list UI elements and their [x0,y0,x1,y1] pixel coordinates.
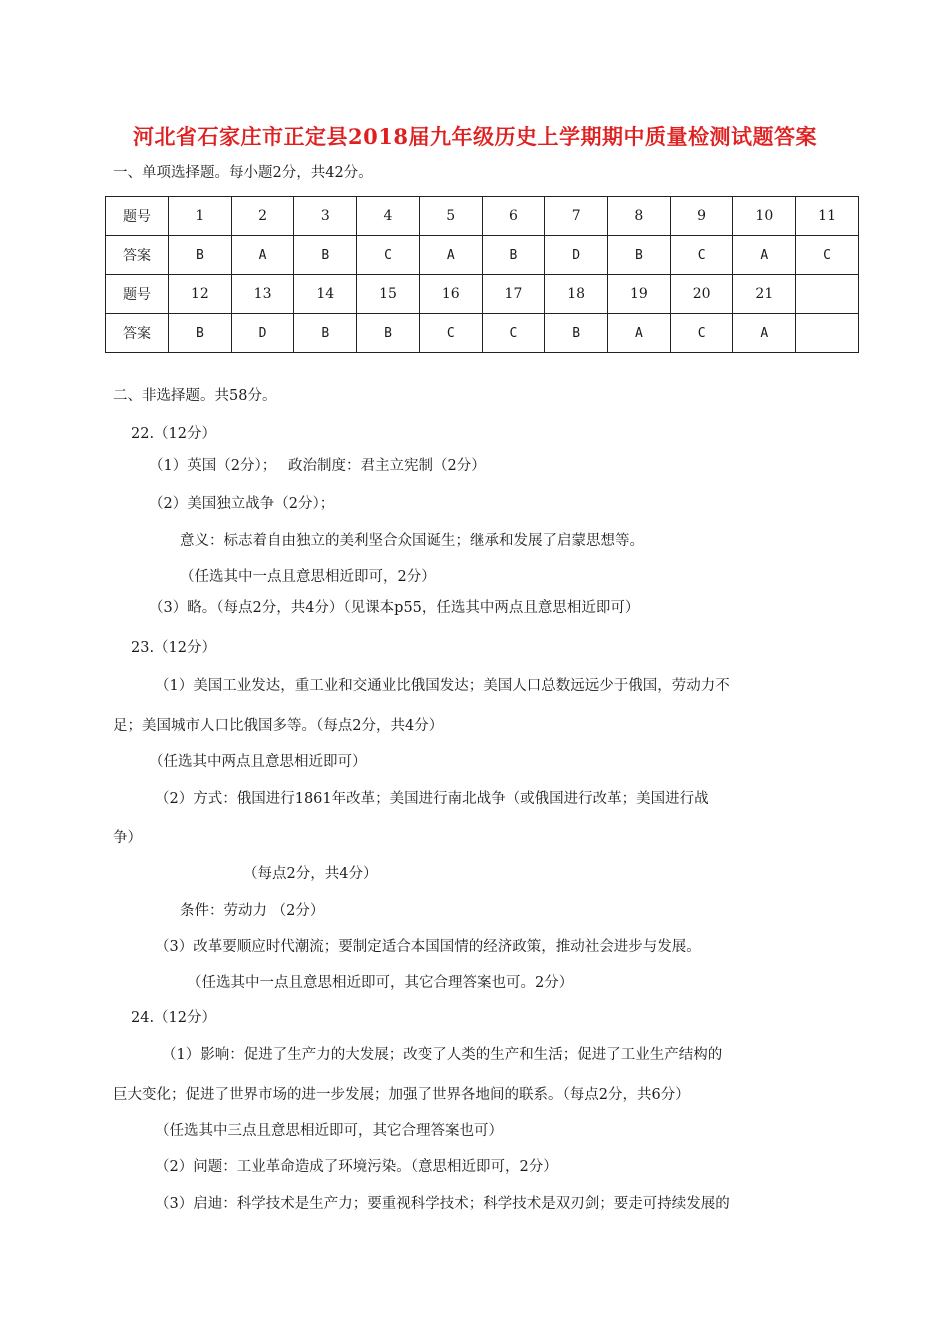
table-cell: B [169,236,232,275]
table-cell: A [419,236,482,275]
answer-line: （1）影响：促进了生产力的大发展；改变了人类的生产和生活；促进了工业生产结构的 [162,1047,723,1063]
table-cell: 4 [357,197,420,236]
table-cell: B [294,236,357,275]
table-cell: 10 [733,197,796,236]
table-cell: 5 [419,197,482,236]
table-cell: 20 [670,275,733,314]
table-cell: A [231,236,294,275]
table-cell: 2 [231,197,294,236]
question-24-heading: 24.（12分） [131,1010,217,1026]
table-cell: B [482,236,545,275]
table-cell: A [733,314,796,353]
answer-line: （任选其中两点且意思相近即可） [149,754,367,770]
table-cell: C [670,236,733,275]
table-cell: 1 [169,197,232,236]
table-row [106,275,859,314]
table-cell: C [670,314,733,353]
answer-line: （每点2分，共4分） [243,866,378,882]
table-cell: B [169,314,232,353]
table-cell: B [545,314,608,353]
answer-line: （任选其中一点且意思相近即可，其它合理答案也可。2分） [187,975,574,991]
table-cell: 19 [608,275,671,314]
answer-line: 意义：标志着自由独立的美利坚合众国诞生；继承和发展了启蒙思想等。 [180,533,644,549]
table-cell [796,314,859,353]
answer-line: 条件：劳动力 （2分） [180,903,325,919]
table-cell: 18 [545,275,608,314]
table-cell: 3 [294,197,357,236]
answer-line: （2）美国独立战争（2分）； [149,496,335,512]
table-cell: 8 [608,197,671,236]
answer-table [105,196,859,353]
answer-line: （2）方式：俄国进行1861年改革；美国进行南北战争（或俄国进行改革；美国进行战 [155,791,709,807]
section2-heading: 二、非选择题。共58分。 [113,388,277,404]
answer-line: 足；美国城市人口比俄国多等。（每点2分，共4分） [113,718,444,734]
answer-line: （1）英国（2分）； 政治制度：君主立宪制（2分） [149,458,486,474]
table-cell: A [733,236,796,275]
table-cell: 21 [733,275,796,314]
table-cell: 9 [670,197,733,236]
table-cell: 16 [419,275,482,314]
table-cell: B [294,314,357,353]
table-cell: D [231,314,294,353]
answer-line: （3）启迪：科学技术是生产力；要重视科学技术；科学技术是双刃剑；要走可持续发展的 [155,1196,730,1212]
answer-line: 争） [113,830,142,846]
table-cell: 13 [231,275,294,314]
answer-line: （任选其中三点且意思相近即可，其它合理答案也可） [155,1123,503,1139]
answer-line: （2）问题：工业革命造成了环境污染。（意思相近即可，2分） [155,1159,558,1175]
answer-line: （1）美国工业发达，重工业和交通业比俄国发达；美国人口总数远远少于俄国，劳动力不 [155,678,730,694]
question-23-heading: 23.（12分） [131,640,217,656]
table-cell: 14 [294,275,357,314]
table-cell: A [608,314,671,353]
answer-line: （3）略。（每点2分，共4分）（见课本p55，任选其中两点且意思相近即可） [149,600,640,616]
table-cell: C [482,314,545,353]
table-cell: B [608,236,671,275]
table-cell: 12 [169,275,232,314]
table-row [106,236,859,275]
table-row [106,197,859,236]
table-cell: 题号 [106,275,169,314]
answer-line: 巨大变化；促进了世界市场的进一步发展；加强了世界各地间的联系。（每点2分，共6分） [113,1087,690,1103]
table-cell: 6 [482,197,545,236]
question-22-heading: 22.（12分） [131,426,217,442]
table-cell: 17 [482,275,545,314]
table-cell [796,275,859,314]
table-cell: 题号 [106,197,169,236]
table-cell: 答案 [106,314,169,353]
table-cell: B [357,314,420,353]
table-cell: D [545,236,608,275]
answer-line: （3）改革要顺应时代潮流；要制定适合本国国情的经济政策，推动社会进步与发展。 [155,939,701,955]
table-cell: 答案 [106,236,169,275]
table-cell: 11 [796,197,859,236]
answer-line: （任选其中一点且意思相近即可，2分） [180,569,436,585]
table-row [106,314,859,353]
document-title: 河北省石家庄市正定县2018届九年级历史上学期期中质量检测试题答案 [133,124,817,149]
table-cell: C [796,236,859,275]
table-cell: C [419,314,482,353]
table-cell: 15 [357,275,420,314]
table-cell: C [357,236,420,275]
table-cell: 7 [545,197,608,236]
section1-heading: 一、单项选择题。每小题2分，共42分。 [113,165,373,181]
